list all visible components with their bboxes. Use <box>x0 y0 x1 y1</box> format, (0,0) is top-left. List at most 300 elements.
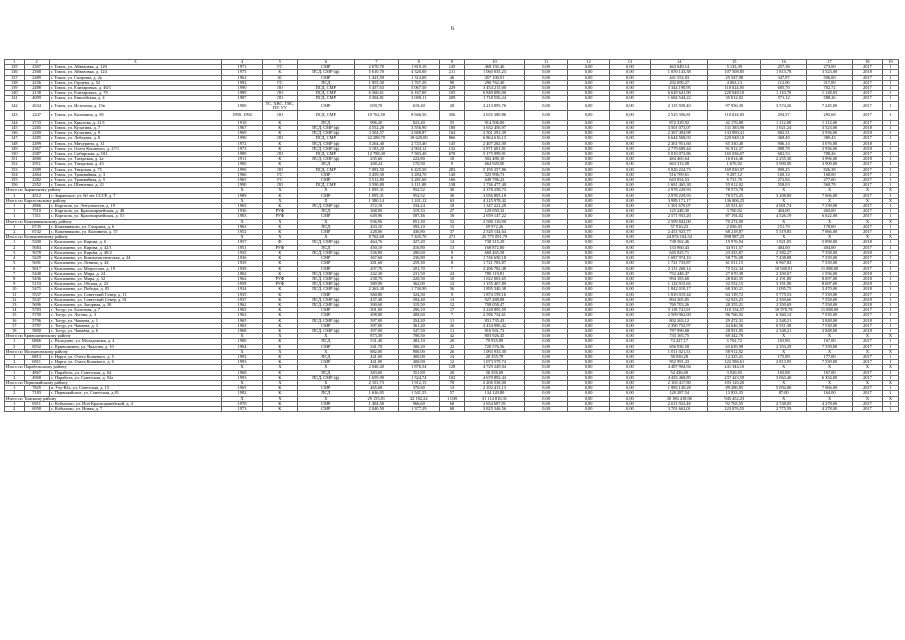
table-cell: ПСД, СМР <box>297 183 354 188</box>
table-cell: 134 120,80 <box>465 391 525 396</box>
address-cell: г. Томск, ул. Сибирская, д. 102 <box>49 152 221 157</box>
table-cell: 596,00 <box>807 75 853 80</box>
table-cell: 271 <box>439 235 464 240</box>
table-cell: 22 <box>439 344 464 349</box>
table-cell: 1 895 340,38 <box>465 287 525 292</box>
table-cell: 0,00 <box>609 146 650 151</box>
table-cell: 0,00 <box>568 162 609 167</box>
column-number: 15 <box>708 60 761 65</box>
table-cell: X <box>882 349 898 354</box>
table-cell: 3 228 895,59 <box>465 308 525 313</box>
table-cell: 11 <box>439 318 464 323</box>
table-cell: 125 248,30 <box>651 209 708 214</box>
table-cell: 800,00 <box>398 349 439 354</box>
table-cell: ПСД, СМР (ф) <box>297 287 354 292</box>
table-cell: 3 920,03 <box>708 370 761 375</box>
table-cell: 5475 <box>24 287 49 292</box>
table-cell: 10 940,91 <box>761 266 807 271</box>
table-cell: 1 681 465,38 <box>651 183 708 188</box>
table-cell: 1 314,00 <box>398 75 439 80</box>
table-cell: 0,00 <box>609 178 650 183</box>
table-cell: 1910 <box>221 120 262 125</box>
table-cell: К <box>263 391 297 396</box>
table-cell: 11 <box>439 328 464 333</box>
table-cell: ПСД, СМР (ф) <box>297 302 354 307</box>
table-cell: 20 355,79 <box>465 354 525 359</box>
table-cell: 3 632 456,97 <box>465 126 525 131</box>
table-cell: 2018 <box>852 297 882 302</box>
table-cell: 463 049,14 <box>651 65 708 70</box>
table-cell: 3 848,00 <box>807 328 853 333</box>
table-cell: 2 688,87 <box>398 131 439 136</box>
table-cell: 0,00 <box>568 188 609 193</box>
table-cell: 123 876,55 <box>708 406 761 411</box>
table-cell: 3 191,90 <box>761 282 807 287</box>
table-cell: 2634 <box>24 101 49 111</box>
table-cell: 6 967,82 <box>761 261 807 266</box>
table-cell: 2018 <box>852 276 882 281</box>
table-cell: 0,00 <box>568 344 609 349</box>
table-cell: 0,00 <box>524 344 568 349</box>
table-cell: 68 218,87 <box>708 230 761 235</box>
table-cell: 0,00 <box>609 292 650 297</box>
address-cell: г. Колпашево, ул. Обская, д. 23 <box>49 282 221 287</box>
table-cell: Х <box>221 198 262 203</box>
table-cell: 0,00 <box>568 266 609 271</box>
table-cell: 0,00 <box>524 198 568 203</box>
table-cell: 35 012,02 <box>708 96 761 101</box>
table-cell: 1911 <box>221 157 262 162</box>
address-cell: г. Томск, ул. Герцена, д. 52 <box>49 80 221 85</box>
table-cell: 1 821,05 <box>761 240 807 245</box>
table-cell: 0,00 <box>609 101 650 111</box>
table-cell: 2 525 356,81 <box>651 111 708 121</box>
table-cell: 2017 <box>852 339 882 344</box>
table-cell: 1 <box>882 101 898 111</box>
table-cell: 0,00 <box>568 214 609 219</box>
table-cell: X <box>882 235 898 240</box>
table-cell: 0,00 <box>524 250 568 255</box>
table-cell: 1 <box>5 354 25 359</box>
table-cell: 22 288,70 <box>354 136 398 141</box>
address-cell: г. Томск, ул. Татарская, д. 43 <box>49 162 221 167</box>
table-cell: 4 063,13 <box>708 80 761 85</box>
table-cell: 1 <box>882 276 898 281</box>
table-cell: 2017 <box>852 230 882 235</box>
table-cell: 1 <box>5 209 25 214</box>
table-cell: 1975 <box>221 70 262 75</box>
table-cell: СМР <box>297 360 354 365</box>
table-cell: 994 183,60 <box>651 276 708 281</box>
table-cell: СМР <box>297 344 354 349</box>
table-cell: 1 093 933,30 <box>465 349 525 354</box>
table-cell: 4 670 892,44 <box>465 375 525 380</box>
table-cell: 6811 <box>24 360 49 365</box>
table-cell: 0,00 <box>609 188 650 193</box>
table-cell: 441,00 <box>354 360 398 365</box>
table-cell: 78 573,25 <box>708 193 761 198</box>
table-cell: 914 506,80 <box>465 120 525 125</box>
table-cell: 0,00 <box>609 204 650 209</box>
table-cell: 1 <box>882 209 898 214</box>
table-cell: 10 <box>439 276 464 281</box>
table-cell: 2236 <box>24 80 49 85</box>
table-cell: 2017 <box>852 152 882 157</box>
table-cell: 6932 <box>24 344 49 349</box>
table-cell: 1939 <box>221 266 262 271</box>
table-cell: 0,00 <box>568 334 609 339</box>
table-cell: 0,00 <box>568 406 609 411</box>
table-cell: 29 472,31 <box>708 318 761 323</box>
table-cell: X <box>882 188 898 193</box>
table-cell: 3 056 803,18 <box>465 193 525 198</box>
table-cell: 0,00 <box>524 271 568 276</box>
table-cell: X <box>852 380 882 385</box>
table-cell: 1 676,92 <box>708 162 761 167</box>
table-cell: X <box>807 235 853 240</box>
table-cell: 24 <box>439 271 464 276</box>
column-number: 13 <box>609 60 650 65</box>
table-cell: 0,00 <box>568 354 609 359</box>
address-cell: г. Томск, ул. Кулагина, д. 9 <box>49 131 221 136</box>
table-cell: 18 <box>439 157 464 162</box>
table-cell: 2911 <box>24 162 49 167</box>
table-cell: 568,79 <box>807 183 853 188</box>
table-cell: 319,33 <box>398 209 439 214</box>
table-cell: 1 <box>882 406 898 411</box>
table-cell: 2018 <box>852 271 882 276</box>
table-cell: 64 139,72 <box>708 292 761 297</box>
column-number: 14 <box>651 60 708 65</box>
district-total-label: Итого по Зырянскому району <box>5 188 222 193</box>
table-cell: 0,00 <box>568 287 609 292</box>
table-cell: 952 991,23 <box>651 360 708 365</box>
table-cell: 2 <box>5 391 25 396</box>
table-cell: 2 367 494,98 <box>651 131 708 136</box>
table-cell: 0,00 <box>524 365 568 370</box>
table-cell: 383,60 <box>354 370 398 375</box>
table-cell: 259,30 <box>398 261 439 266</box>
table-cell: РУФ <box>263 214 297 219</box>
table-cell: 0,00 <box>609 162 650 167</box>
table-cell: 2 571 953,20 <box>651 214 708 219</box>
table-cell: 0,00 <box>568 70 609 75</box>
table-cell: 164,00 <box>807 391 853 396</box>
table-cell: ПСД <box>297 339 354 344</box>
table-cell: 347,87 <box>761 75 807 80</box>
table-cell: 2017 <box>852 111 882 121</box>
table-cell: 427,20 <box>398 240 439 245</box>
table-cell: ПСД <box>297 162 354 167</box>
table-cell: 1961 <box>221 75 262 80</box>
table-cell: 0,00 <box>568 313 609 318</box>
table-cell: 3 454 215,00 <box>465 86 525 91</box>
table-cell: 866 <box>439 136 464 141</box>
table-cell: 0,00 <box>568 131 609 136</box>
table-cell: 1 876,54 <box>398 365 439 370</box>
table-cell: 317,00 <box>807 80 853 85</box>
table-cell: 0,00 <box>609 172 650 177</box>
table-cell: 138 <box>439 183 464 188</box>
table-cell: 0,00 <box>524 91 568 96</box>
table-cell: 558,03 <box>761 183 807 188</box>
table-cell: 2018 <box>852 282 882 287</box>
table-cell: РУФ <box>263 209 297 214</box>
table-cell: 14 <box>439 354 464 359</box>
table-cell: 1 718 556,24 <box>465 96 525 101</box>
table-cell: 110 154,57 <box>708 308 761 313</box>
table-cell: ПСД <box>297 354 354 359</box>
table-cell: 1 021,24 <box>761 126 807 131</box>
table-cell: 112,00 <box>761 80 807 85</box>
table-cell: 0,00 <box>609 261 650 266</box>
table-cell: Х <box>297 365 354 370</box>
table-cell: 368,49 <box>761 136 807 141</box>
table-cell: 1 <box>5 339 25 344</box>
table-cell: X <box>852 396 882 401</box>
table-cell: Х <box>297 198 354 203</box>
table-cell: 1 <box>882 308 898 313</box>
table-cell: 10 978,78 <box>761 308 807 313</box>
address-cell: г. Томск, ул. Лебедева, д. 8 <box>49 136 221 141</box>
address-cell: г. Томск, ул. Крылова, д. 21/1 <box>49 120 221 125</box>
table-cell: 851,30 <box>398 219 439 224</box>
table-cell: 4 433 468,85 <box>651 375 708 380</box>
table-cell: 12 <box>439 302 464 307</box>
table-cell: 164 <box>439 131 464 136</box>
table-cell: Х <box>221 349 262 354</box>
table-cell: 4 278,00 <box>807 401 853 406</box>
address-cell: с. Тогур, ул. Чапаева, д. 1 <box>49 318 221 323</box>
table-cell: 2 102 413,13 <box>465 386 525 391</box>
table-cell: 2 348,21 <box>761 318 807 323</box>
table-cell: 160,14 <box>761 172 807 177</box>
table-cell: 8 697,00 <box>807 282 853 287</box>
table-cell: 28 820,35 <box>708 276 761 281</box>
table-cell: ГС <box>263 80 297 85</box>
table-cell: 2017 <box>852 178 882 183</box>
address-cell: с. Каргасок, ул. Красноармейская, д. 51 <box>49 214 221 219</box>
table-cell: 19 976,94 <box>708 240 761 245</box>
address-cell: г. Томск, ул. Олега Кошевого, д. 27/1 <box>49 146 221 151</box>
table-cell: 6 <box>5 266 25 271</box>
table-cell: ПСД, СМР (ф) <box>297 141 354 146</box>
table-cell: 0,00 <box>524 136 568 141</box>
table-cell: 5300 <box>24 240 49 245</box>
table-cell: 2 <box>5 406 25 411</box>
table-cell: 26 <box>439 370 464 375</box>
table-cell: 7 <box>439 266 464 271</box>
table-cell: X <box>882 198 898 203</box>
table-cell: 1992 <box>221 80 262 85</box>
table-cell: X <box>807 188 853 193</box>
table-cell: 0,00 <box>609 183 650 188</box>
address-cell: г. Колпашево, ул. Мира, д. 24 <box>49 271 221 276</box>
table-cell: 6 629 641,90 <box>651 91 708 96</box>
table-cell: РУФ <box>263 245 297 250</box>
table-cell: 367,60 <box>354 256 398 261</box>
table-cell: 1 <box>5 193 25 198</box>
table-cell: 1 122 915,65 <box>651 282 708 287</box>
table-cell: 0,00 <box>568 172 609 177</box>
table-cell: 7310 <box>24 209 49 214</box>
table-cell: 1990 <box>221 86 262 91</box>
table-cell: 1966 <box>221 172 262 177</box>
table-cell: 1 767,20 <box>398 80 439 85</box>
table-cell: 2017 <box>852 193 882 198</box>
address-cell: г. Томск, ул. Тверская, д. 75 <box>49 167 221 172</box>
table-cell: X <box>852 198 882 203</box>
table-cell: 1 <box>882 70 898 75</box>
table-cell: 0,00 <box>524 157 568 162</box>
table-cell: СМР <box>297 292 354 297</box>
table-cell: 2017 <box>852 209 882 214</box>
table-cell: 1 <box>882 167 898 172</box>
table-cell: ПСД <box>297 224 354 229</box>
table-cell: 3 009,11 <box>398 96 439 101</box>
table-cell: 3 111,80 <box>398 183 439 188</box>
table-cell: 273,00 <box>807 65 853 70</box>
table-cell: 0,00 <box>524 224 568 229</box>
table-cell: К <box>263 131 297 136</box>
table-cell: 1989 <box>221 193 262 198</box>
table-cell: 1 <box>882 261 898 266</box>
table-cell: 30 <box>439 188 464 193</box>
table-cell: 5 898,00 <box>807 240 853 245</box>
column-number: 6 <box>297 60 354 65</box>
table-cell: ПСД, СМР (ф) <box>297 204 354 209</box>
table-cell: ПСД, СМР <box>297 91 354 96</box>
table-cell: 1 659,90 <box>354 375 398 380</box>
address-cell: с. Кобылово, ул. Новая, д. 7 <box>49 406 221 411</box>
table-cell: 0,00 <box>524 287 568 292</box>
table-cell: 42 176,88 <box>708 120 761 125</box>
table-cell: 0,00 <box>568 349 609 354</box>
table-cell: 0,00 <box>568 401 609 406</box>
table-cell: X <box>882 334 898 339</box>
table-cell: 1 736 477,40 <box>465 183 525 188</box>
table-cell: 347,50 <box>398 328 439 333</box>
table-cell: 0,00 <box>524 188 568 193</box>
table-cell: 5 092,86 <box>761 386 807 391</box>
table-cell: 3 996,00 <box>807 157 853 162</box>
table-cell: 3 701 662,01 <box>651 406 708 411</box>
address-cell: г. Томск, ул. Мичурина, д. 31 <box>49 141 221 146</box>
table-cell: 0,00 <box>524 178 568 183</box>
table-cell: К <box>263 162 297 167</box>
table-cell: 1 983 130,28 <box>651 386 708 391</box>
table-cell: 809,25 <box>761 167 807 172</box>
table-cell: 6735 <box>24 224 49 229</box>
table-cell: 28 355,21 <box>708 302 761 307</box>
table-cell: 207,70 <box>354 266 398 271</box>
table-cell: 1965 <box>221 318 262 323</box>
table-cell: 140 <box>439 172 464 177</box>
table-cell: 3 264,40 <box>354 141 398 146</box>
table-cell: 15 <box>439 224 464 229</box>
table-cell: ТС, ХВС, ГВС, ПУ, УУ <box>263 101 297 111</box>
table-cell: 3 <box>5 250 25 255</box>
table-cell: 0,00 <box>609 396 650 401</box>
table-cell: СМР <box>297 261 354 266</box>
table-cell: 133 960,43 <box>651 245 708 250</box>
table-cell: 3 459,30 <box>354 172 398 177</box>
table-cell: 3 523,00 <box>807 70 853 75</box>
table-cell: 2 509 962,69 <box>651 313 708 318</box>
table-cell: 663 313,08 <box>651 162 708 167</box>
address-cell: с. Тогур, ул. Чапаева, д. 6 <box>49 328 221 333</box>
table-cell: 2018 <box>852 250 882 255</box>
table-cell: 0,00 <box>609 323 650 328</box>
table-cell: 52 <box>439 219 464 224</box>
table-cell: 2017 <box>852 224 882 229</box>
table-cell: 8 697,00 <box>807 276 853 281</box>
table-cell: 2 115 939,40 <box>651 101 708 111</box>
table-cell: 26 <box>439 323 464 328</box>
table-cell: 1 721 733,87 <box>651 261 708 266</box>
table-cell: 4512 <box>24 193 49 198</box>
table-cell: 0,00 <box>609 276 650 281</box>
address-cell: г. Колпашево, ул. Загорная, д. 30 <box>49 302 221 307</box>
table-cell: 18 <box>439 204 464 209</box>
table-cell: 1 <box>882 302 898 307</box>
table-cell: 1993 <box>221 375 262 380</box>
table-cell: 769 703,26 <box>651 302 708 307</box>
table-cell: 0,00 <box>524 401 568 406</box>
table-cell: СМР <box>297 401 354 406</box>
table-cell: 2018 <box>852 302 882 307</box>
address-cell: с. Парабель, ул. Советская, д. 64 <box>49 370 221 375</box>
table-cell: 1993 <box>221 360 262 365</box>
table-cell: 237 423,59 <box>708 375 761 380</box>
table-cell: 18 <box>5 328 25 333</box>
table-cell: 165,88 <box>761 370 807 375</box>
table-cell: 296,10 <box>398 308 439 313</box>
table-cell: 12 <box>439 282 464 287</box>
table-cell: 3 504,57 <box>354 131 398 136</box>
table-cell: 2 596 734,61 <box>465 313 525 318</box>
table-cell: 0,00 <box>568 146 609 151</box>
table-cell: 6 354,00 <box>807 375 853 380</box>
table-cell: 2017 <box>852 214 882 219</box>
table-cell: 57 <box>439 391 464 396</box>
table-cell: 2 040,20 <box>354 365 398 370</box>
table-row <box>5 111 899 121</box>
table-cell: 143 <box>5 111 25 121</box>
table-cell: 8 <box>5 276 25 281</box>
table-cell: 11 <box>5 292 25 297</box>
address-cell: г. Колпашево, ул. Кирова, д. 42/1 <box>49 245 221 250</box>
table-cell: 2 363,30 <box>354 287 398 292</box>
table-cell: 170,50 <box>398 162 439 167</box>
table-cell: 0,00 <box>568 276 609 281</box>
table-cell: 354,20 <box>398 318 439 323</box>
column-number: 19 <box>882 60 898 65</box>
table-cell: К <box>263 193 297 198</box>
table-cell: ПСД, СМР (ф) <box>297 297 354 302</box>
table-cell: 0,00 <box>524 219 568 224</box>
table-cell: 236,80 <box>398 256 439 261</box>
table-cell: 720 576,56 <box>465 344 525 349</box>
table-cell: 65 330,40 <box>708 141 761 146</box>
table-cell: 2367 <box>24 146 49 151</box>
table-cell: 356 <box>439 111 464 121</box>
table-cell: 0,00 <box>568 323 609 328</box>
table-cell: 1 <box>882 224 898 229</box>
table-cell: 0,00 <box>568 235 609 240</box>
table-cell: 222,80 <box>398 157 439 162</box>
table-cell: 2 978 229,93 <box>651 188 708 193</box>
